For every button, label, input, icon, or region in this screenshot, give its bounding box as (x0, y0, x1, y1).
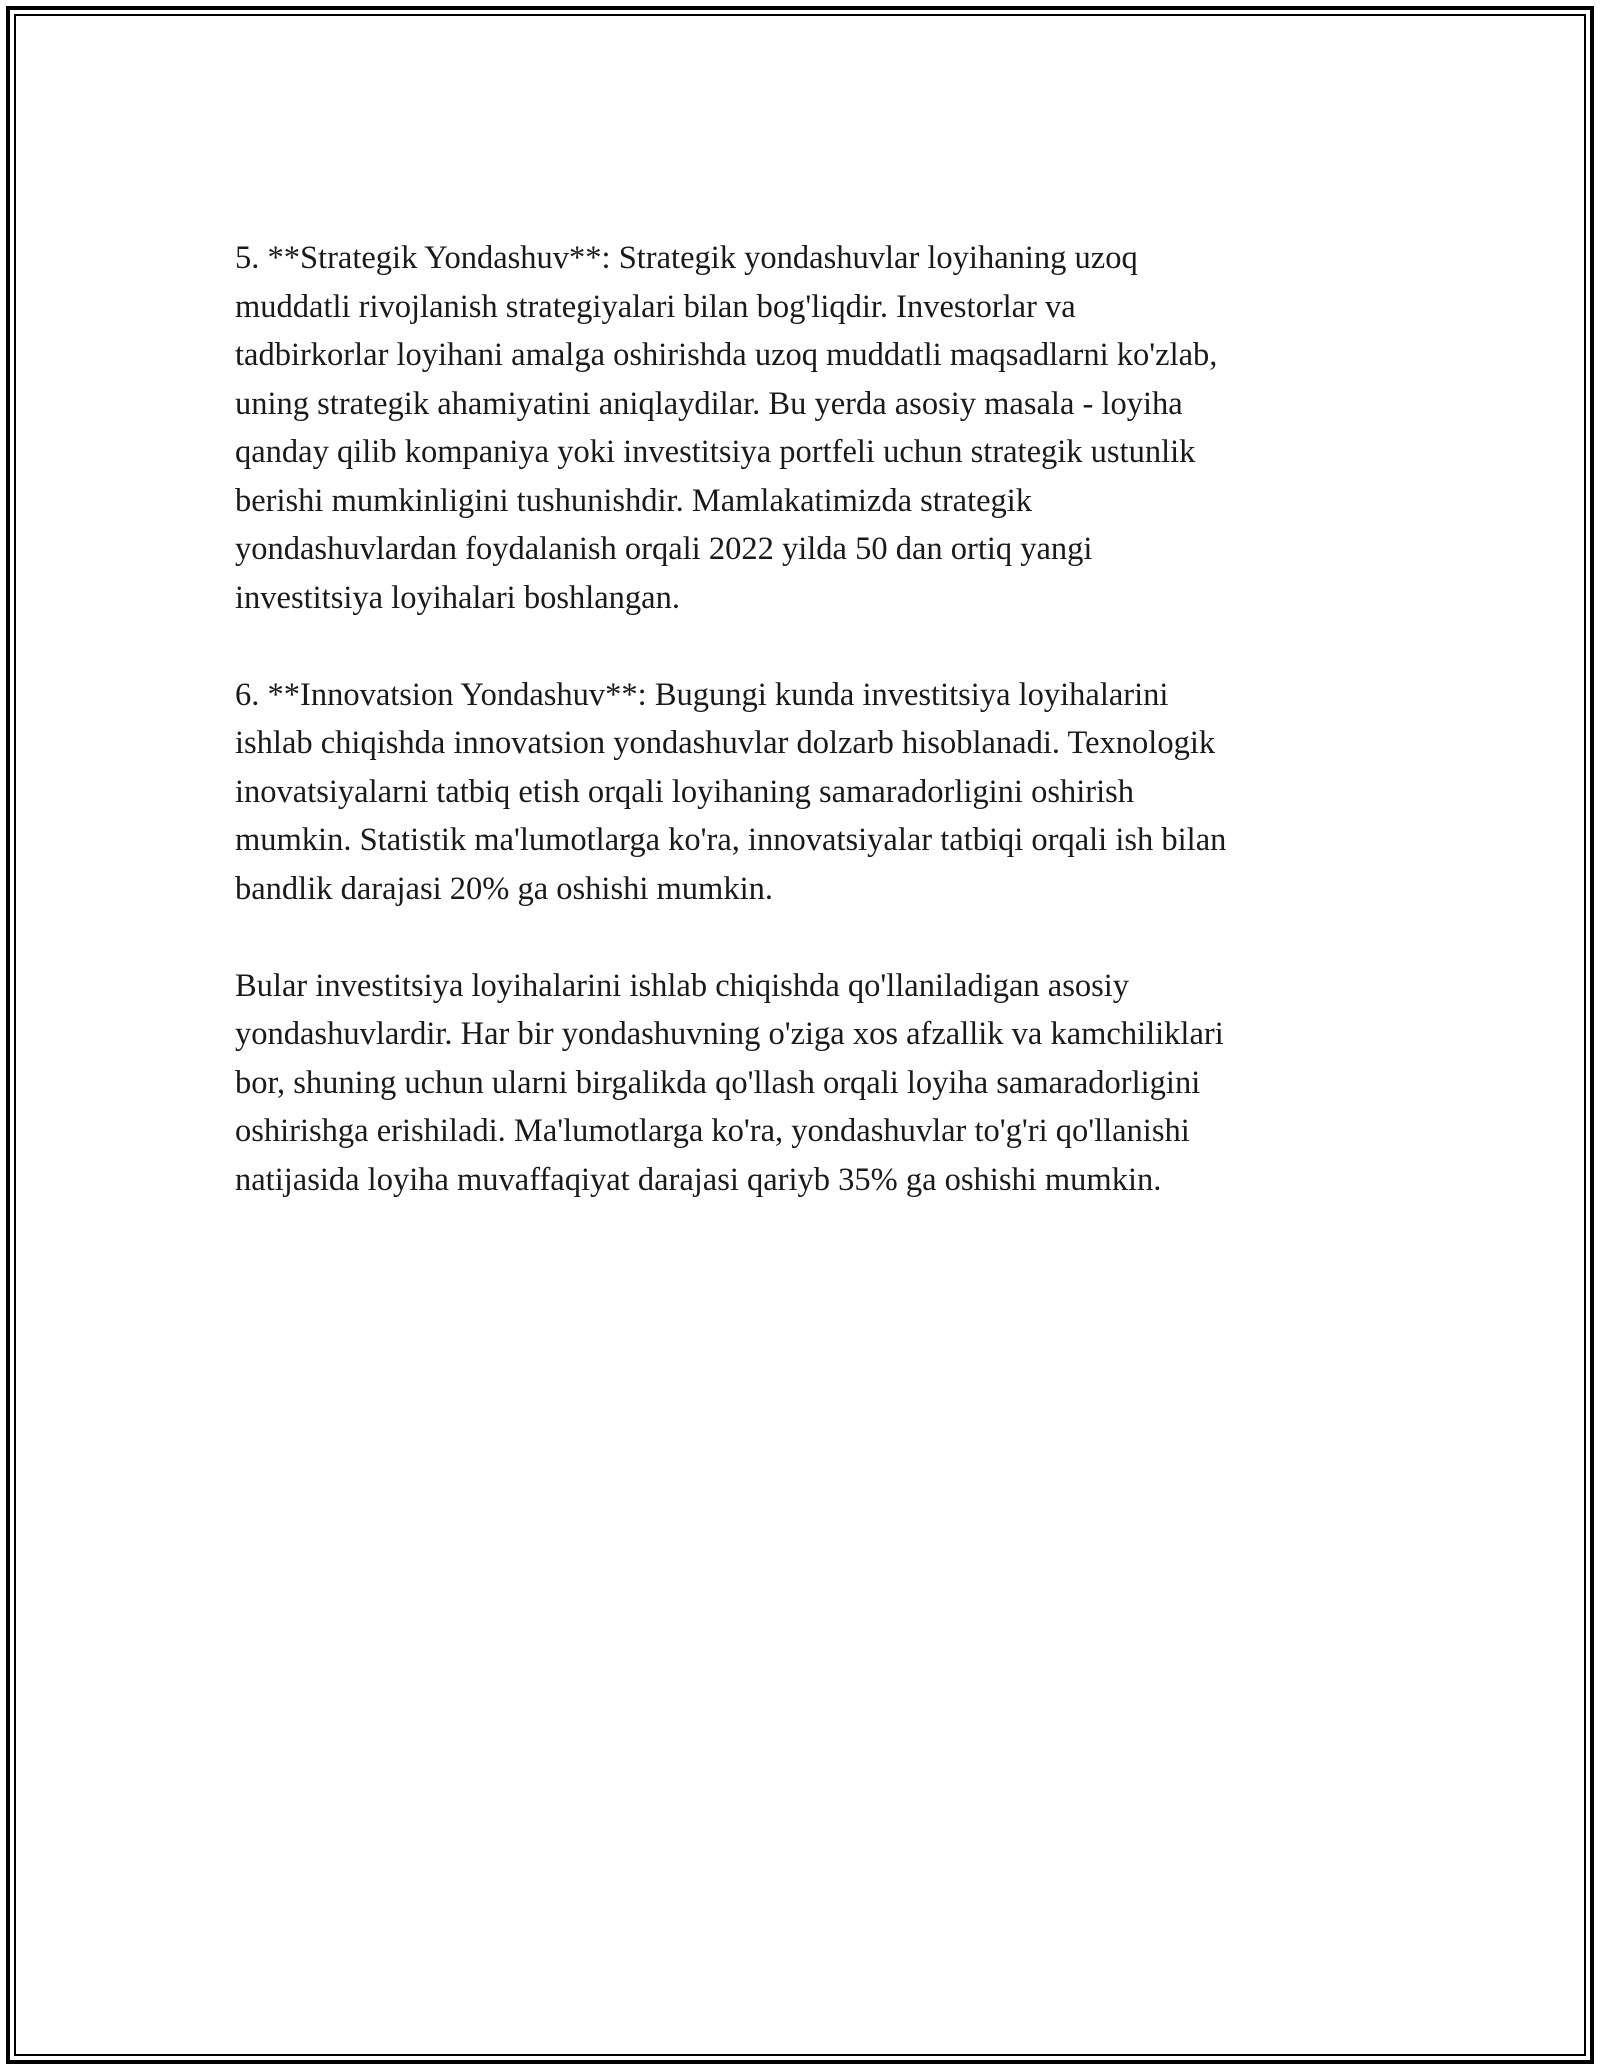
document-body (235, 234, 1375, 1253)
text-line: oshirishga erishiladi. Ma'lumotlarga ko'ra, yondashuvlar to'g'ri qo'llanishi (235, 1113, 1190, 1149)
text-line: mumkin. Statistik ma'lumotlarga ko'ra, innovatsiyalar tatbiqi orqali ish bilan (235, 822, 1227, 858)
text-line: bor, shuning uchun ularni birgalikda qo'llash orqali loyiha samaradorligini (235, 1064, 1201, 1101)
text-line: Bular investitsiya loyihalarini ishlab chiqishda qo'llaniladigan asosiy (235, 967, 1130, 1004)
text-line: berishi mumkinligini tushunishdir. Mamlakatimizda strategik (235, 482, 1033, 519)
text-line: qanday qilib kompaniya yoki investitsiya portfeli uchun strategik ustunlik (235, 434, 1196, 470)
text-line: yondashuvlardan foydalanish orqali 2022 yilda 50 dan ortiq yangi (235, 531, 1093, 567)
text-line: 5. **Strategik Yondashuv**: Strategik yondashuvlar loyihaning uzoq (235, 240, 1138, 276)
text-line: ishlab chiqishda innovatsion yondashuvlar dolzarb hisoblanadi. Texnologik (235, 725, 1216, 761)
text-line: uning strategik ahamiyatini aniqlaydilar. Bu yerda asosiy masala - loyiha (235, 385, 1183, 422)
text-line: natijasida loyiha muvaffaqiyat darajasi qariyb 35% ga oshishi mumkin. (235, 1161, 1162, 1198)
paragraph-strategik-yondashuv (235, 234, 1375, 622)
paragraph-innovatsion-yondashuv (235, 671, 1375, 914)
text-line: bandlik darajasi 20% ga oshishi mumkin. (235, 870, 773, 907)
text-line: 6. **Innovatsion Yondashuv**: Bugungi kunda investitsiya loyihalarini (235, 676, 1169, 713)
paragraph-conclusion (235, 962, 1375, 1205)
text-line: inovatsiyalarni tatbiq etish orqali loyihaning samaradorligini oshirish (235, 773, 1135, 810)
text-line: investitsiya loyihalari boshlangan. (235, 579, 680, 616)
text-line: muddatli rivojlanish strategiyalari bilan bog'liqdir. Investorlar va (235, 288, 1076, 325)
text-line: yondashuvlardir. Har bir yondashuvning o'ziga xos afzallik va kamchiliklari (235, 1016, 1224, 1052)
text-line: tadbirkorlar loyihani amalga oshirishda uzoq muddatli maqsadlarni ko'zlab, (235, 337, 1218, 373)
